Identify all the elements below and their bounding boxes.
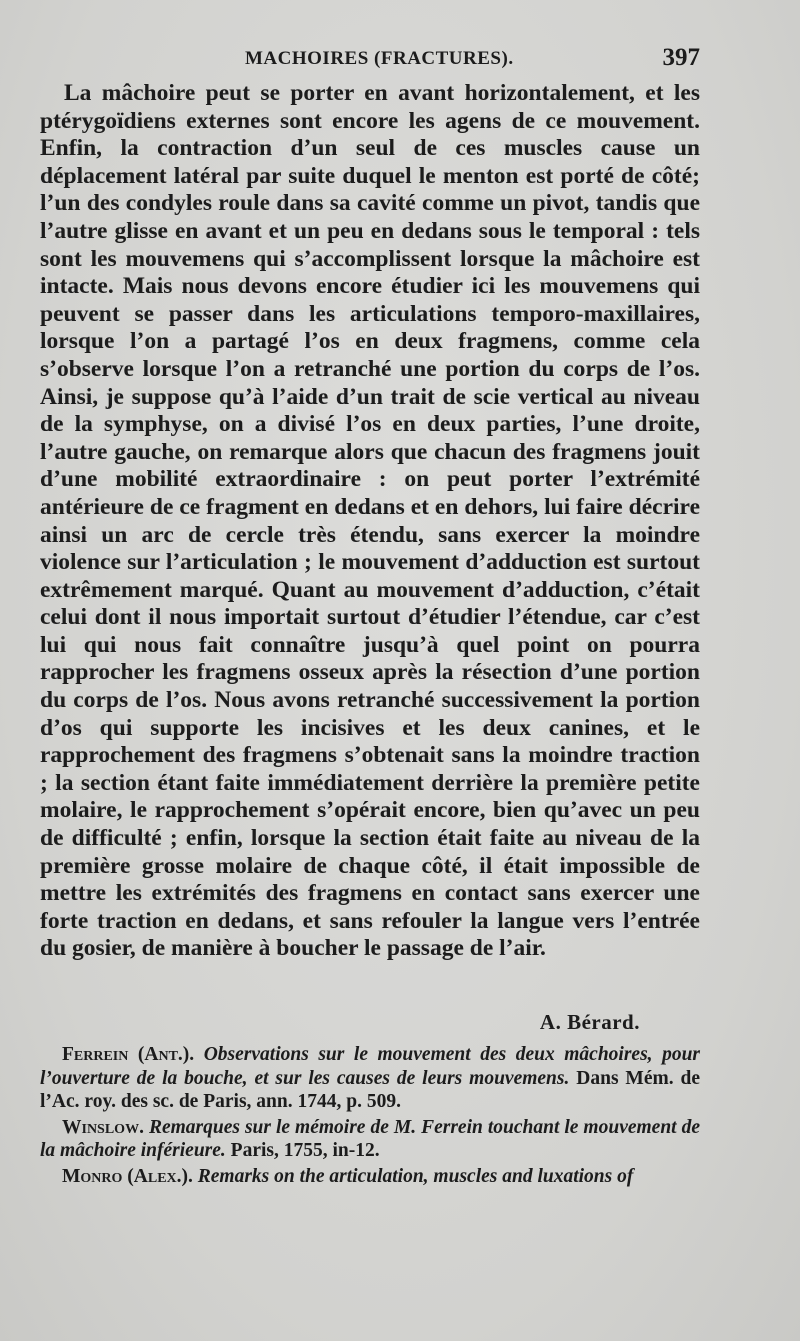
body-paragraph: La mâchoire peut se porter en avant horizontalement, et les ptérygoïdiens externes sont encore les agens de ce mouvement. Enfin, la contraction d’un seul de ces muscles cause un déplacement latéral par suite duquel le menton est porté de côté; l’un des condyles roule dans sa cavité comme un pivot, tandis que l’autre glisse en avant et un peu en dedans sous le temporal : tels sont les mouvemens qui s’accomplissent lorsque la mâchoire est intacte. Mais nous devons encore étudier ici les mouvemens qui peuvent se passer dans les articulations temporo-maxillaires, lorsque l’on a partagé l’os en deux fragmens, comme cela s’observe lorsque l’on a retranché une portion du corps de l’os. Ainsi, je suppose qu’à l’aide d’un trait de scie vertical au niveau de la symphyse, on a divisé l’os en deux parties, l’une droite, l’autre gauche, on remarque alors que chacun des fragmens jouit d’une mobilité extraordinaire : on peut porter l’extrémité antérieure de ce fragment en dedans et en dehors, lui faire décrire ainsi un arc de cercle très étendu, sans exercer la moindre violence sur l’articulation ; le mouvement d’adduction est surtout extrêmement marqué. Quant au mouvement d’adduction, c’était celui dont il nous importait surtout d’étudier l’étendue, car c’est lui qui nous fait connaître jusqu’à quel point on pourra rapprocher les fragmens osseux après la résection d’une portion du corps de l’os. Nous avons retranché successivement la portion d’os qui supporte les incisives et les deux canines, et le rapprochement des fragmens s’obtenait sans la moindre traction ; la section étant faite immédiatement derrière la première petite molaire, le rapprochement s’opérait encore, bien qu’avec un peu de difficulté ; enfin, lorsque la section était faite au niveau de la première grosse molaire de chaque côté, il était impossible de mettre les extrémités des fragmens en contact sans exercer une forte traction en dedans, et sans refouler la langue vers l’entrée du gosier, de manière à boucher le passage de l’air. xyxy=(40,80,700,962)
reference-author: Winslow. xyxy=(62,1116,144,1138)
reference-item xyxy=(40,1116,700,1163)
reference-author: Monro (Alex.). xyxy=(62,1165,193,1187)
reference-title: Observations sur le mouvement des deux mâchoires, pour l’ouverture de la bouche, et sur les causes de leurs mouvemens. xyxy=(40,1044,701,1089)
reference-author: Ferrein (Ant.). xyxy=(62,1044,195,1065)
author-signature: A. Bérard. xyxy=(539,1010,640,1034)
running-head: MACHOIRES (FRACTURES). xyxy=(245,48,514,69)
reference-publication: Paris, 1755, in-12. xyxy=(230,1140,380,1161)
reference-title: Remarks on the articulation, muscles and luxations of xyxy=(197,1165,634,1187)
reference-item xyxy=(40,1165,700,1189)
bibliography xyxy=(40,1043,700,1190)
reference-publication: Dans Mém. de l’Ac. roy. des sc. de Paris, ann. 1744, p. 509. xyxy=(40,1067,701,1112)
reference-item xyxy=(40,1043,700,1114)
reference-title: Remarques sur le mémoire de M. Ferrein touchant le mouvement de la mâchoire inférieure. xyxy=(40,1116,700,1161)
page-number: 397 xyxy=(662,44,700,71)
page-header xyxy=(40,44,700,78)
